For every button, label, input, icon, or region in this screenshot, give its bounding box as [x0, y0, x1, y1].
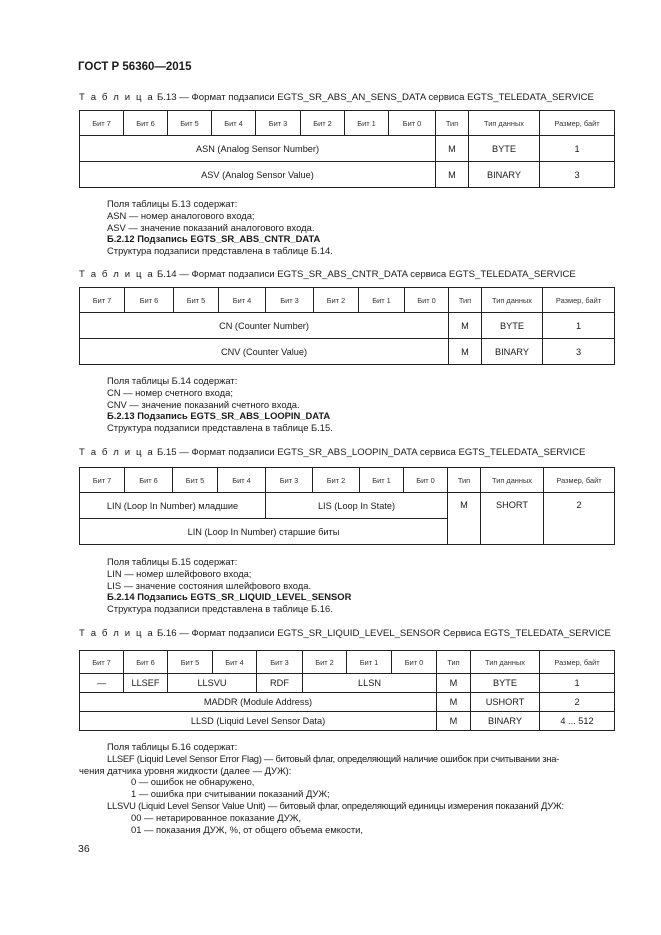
size-cell: 1 — [540, 136, 615, 162]
bit0-header: Бит 0 — [405, 288, 449, 313]
table-row — [80, 136, 615, 162]
bit4-header: Бит 4 — [213, 651, 257, 674]
bit6-header: Бит 6 — [124, 111, 168, 136]
bit2-header: Бит 2 — [303, 651, 347, 674]
field-name-cell: MADDR (Module Address) — [80, 693, 437, 712]
size-cell: 3 — [543, 339, 615, 365]
rdf-cell: RDF — [257, 674, 303, 693]
datatype-header: Тип данных — [469, 111, 540, 136]
bit7-header: Бит 7 — [80, 651, 124, 674]
bit6-header: Бит 6 — [124, 651, 168, 674]
llsvu-cell: LLSVU — [168, 674, 257, 693]
table-caption-b16: Т а б л и ц а Б.16 — Формат подзаписи EGTS_SR_LIQUID_LEVEL_SENSOR Сервиса EGTS_TELEDATA_SERVICE — [79, 628, 611, 639]
bit4-header: Бит 4 — [219, 288, 266, 313]
bit4-header: Бит 4 — [218, 468, 266, 493]
section-heading: Б.2.12 Подзапись EGTS_SR_ABS_CNTR_DATA — [107, 233, 321, 245]
bit0-header: Бит 0 — [392, 651, 437, 674]
bit3-header: Бит 3 — [266, 288, 314, 313]
table-header-row — [80, 288, 615, 313]
bit3-header: Бит 3 — [266, 468, 313, 493]
bit5-header: Бит 5 — [174, 288, 219, 313]
type-header: Тип — [437, 651, 471, 674]
bit0-header: Бит 0 — [404, 468, 448, 493]
bit1-header: Бит 1 — [360, 468, 404, 493]
size-cell: 1 — [543, 313, 615, 339]
bit1-header: Бит 1 — [359, 288, 405, 313]
bit7-header: Бит 7 — [80, 468, 125, 493]
size-cell: 1 — [540, 674, 615, 693]
table-header-row — [80, 468, 615, 493]
bit3-header: Бит 3 — [256, 111, 301, 136]
datatype-cell: BYTE — [469, 136, 540, 162]
datatype-header: Тип данных — [482, 288, 543, 313]
size-cell: 3 — [540, 162, 615, 188]
type-cell: M — [437, 674, 471, 693]
datatype-cell: BYTE — [471, 674, 540, 693]
bit4-header: Бит 4 — [212, 111, 256, 136]
document-header: ГОСТ Р 56360—2015 — [78, 61, 192, 73]
bit1-header: Бит 1 — [345, 111, 389, 136]
size-header: Размер, байт — [540, 651, 615, 674]
paragraph-b15: Поля таблицы Б.15 содержат: LIN — номер шлейфового входа; LIS — значение состояния шлейфового входа. Б.2.14 Подзапись EGTS_SR_LIQUID_LEVEL_SENSOR Структура подзаписи представлена в таблице Б.16. — [107, 556, 352, 615]
section-heading: Б.2.13 Подзапись EGTS_SR_ABS_LOOPIN_DATA — [107, 410, 331, 422]
field-name-cell: LLSD (Liquid Level Sensor Data) — [80, 712, 437, 731]
bit1-header: Бит 1 — [347, 651, 392, 674]
type-header: Тип — [436, 111, 469, 136]
table-b13 — [79, 110, 615, 188]
size-cell: 2 — [540, 693, 615, 712]
table-header-row — [80, 651, 615, 674]
size-header: Размер, байт — [544, 468, 615, 493]
llsef-cell: LLSEF — [124, 674, 168, 693]
field-name-cell: CNV (Counter Value) — [80, 339, 449, 365]
bit5-header: Бит 5 — [168, 651, 213, 674]
datatype-cell: BYTE — [482, 313, 543, 339]
lis-cell: LIS (Loop In State) — [266, 493, 448, 519]
datatype-header: Тип данных — [471, 651, 540, 674]
type-cell: M — [437, 693, 471, 712]
paragraph-b16: Поля таблицы Б.16 содержат: LLSEF (Liquid Level Sensor Error Flag) — битовый флаг, определяющий наличие ошибок при считывании зна- чения датчика уровня жидкости (далее — ДУЖ): 0 — ошибок не обнаружено, 1 — ошибка при считывании показаний ДУЖ; LLSVU (Liquid Level Sensor Value Unit) — битовый флаг, определяющий единицы измерения показаний ДУЖ: 00 — нетарированное показание ДУЖ, 01 — показания ДУЖ, %, от общего объема емкости, — [79, 741, 564, 835]
lin-high-cell: LIN (Loop In Number) старшие биты — [80, 519, 448, 545]
table-row — [80, 162, 615, 188]
table-row — [80, 313, 615, 339]
table-row — [80, 674, 615, 693]
type-cell: M — [436, 162, 469, 188]
size-header: Размер, байт — [543, 288, 615, 313]
table-caption-b13: Т а б л и ц а Б.13 — Формат подзаписи EGTS_SR_ABS_AN_SENS_DATA сервиса EGTS_TELEDATA_SERVICE — [79, 92, 594, 103]
type-cell: M — [436, 136, 469, 162]
bit0-header: Бит 0 — [389, 111, 436, 136]
table-row — [80, 712, 615, 731]
table-b14 — [79, 287, 615, 365]
size-cell: 2 — [544, 493, 615, 545]
type-cell: M — [449, 313, 482, 339]
bit2-header: Бит 2 — [314, 288, 359, 313]
type-header: Тип — [449, 288, 482, 313]
paragraph-b13: Поля таблицы Б.13 содержат: ASN — номер аналогового входа; ASV — значение показаний аналогового входа. Б.2.12 Подзапись EGTS_SR_ABS_CNTR_DATA Структура подзаписи представлена в таблице Б.14. — [107, 198, 333, 257]
table-caption-b14: Т а б л и ц а Б.14 — Формат подзаписи EGTS_SR_ABS_CNTR_DATA сервиса EGTS_TELEDATA_SERVICE — [79, 269, 576, 280]
bit3-header: Бит 3 — [257, 651, 303, 674]
llsn-cell: LLSN — [303, 674, 437, 693]
field-name-cell: ASV (Analog Sensor Value) — [80, 162, 436, 188]
datatype-cell: BINARY — [482, 339, 543, 365]
table-row — [80, 493, 615, 519]
type-cell: M — [449, 339, 482, 365]
table-row — [80, 339, 615, 365]
bit5-header: Бит 5 — [173, 468, 218, 493]
type-header: Тип — [448, 468, 481, 493]
paragraph-b14: Поля таблицы Б.14 содержат: CN — номер счетного входа; CNV — значение показаний счетного входа. Б.2.13 Подзапись EGTS_SR_ABS_LOOPIN_DATA Структура подзаписи представлена в таблице Б.15. — [107, 375, 333, 434]
bit6-header: Бит 6 — [125, 288, 174, 313]
type-cell: M — [448, 493, 481, 545]
table-b15 — [79, 467, 615, 545]
bit2-header: Бит 2 — [301, 111, 345, 136]
field-name-cell: CN (Counter Number) — [80, 313, 449, 339]
bit7-header: Бит 7 — [80, 111, 124, 136]
table-caption-b15: Т а б л и ц а Б.15 — Формат подзаписи EGTS_SR_ABS_LOOPIN_DATA сервиса EGTS_TELEDATA_SERVICE — [79, 447, 586, 458]
size-header: Размер, байт — [540, 111, 615, 136]
bit5-header: Бит 5 — [168, 111, 212, 136]
datatype-cell: BINARY — [471, 712, 540, 731]
bit2-header: Бит 2 — [313, 468, 360, 493]
type-cell: M — [437, 712, 471, 731]
datatype-cell: USHORT — [471, 693, 540, 712]
reserved-cell: — — [80, 674, 124, 693]
datatype-cell: SHORT — [481, 493, 544, 545]
size-cell: 4 ... 512 — [540, 712, 615, 731]
section-heading: Б.2.14 Подзапись EGTS_SR_LIQUID_LEVEL_SENSOR — [107, 591, 352, 603]
table-b16 — [79, 650, 615, 731]
bit7-header: Бит 7 — [80, 288, 125, 313]
datatype-header: Тип данных — [481, 468, 544, 493]
bit6-header: Бит 6 — [125, 468, 173, 493]
page-number: 36 — [78, 843, 90, 855]
table-header-row — [80, 111, 615, 136]
field-name-cell: ASN (Analog Sensor Number) — [80, 136, 436, 162]
datatype-cell: BINARY — [469, 162, 540, 188]
lin-low-cell: LIN (Loop In Number) младшие — [80, 493, 266, 519]
table-row — [80, 693, 615, 712]
